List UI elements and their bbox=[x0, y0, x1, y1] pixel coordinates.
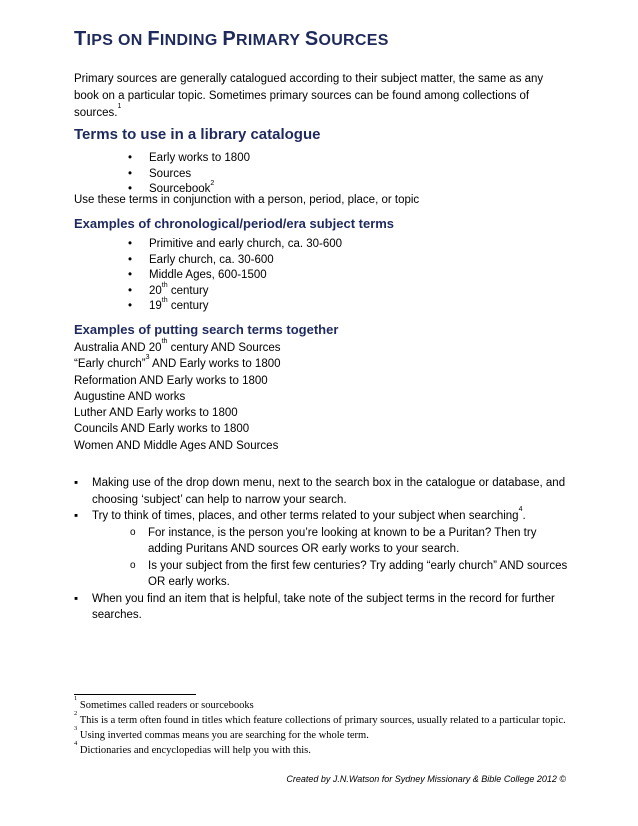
list-item: Women AND Middle Ages AND Sources bbox=[74, 439, 279, 452]
title-word-4: SOURCES bbox=[304, 28, 389, 50]
list-item: • Primitive and early church, ca. 30-600 bbox=[128, 237, 342, 253]
bullet-icon: • bbox=[128, 300, 133, 312]
list-item: Luther AND Early works to 1800 bbox=[74, 407, 238, 420]
bullet-icon: • bbox=[128, 253, 133, 266]
tip-item: ▪ When you find an item that is helpful, take note of the subject terms in the record for further searches. bbox=[74, 592, 555, 621]
list-item: • Middle Ages, 600-1500 bbox=[128, 268, 342, 284]
list-item: • Early church, ca. 30-600 bbox=[128, 253, 342, 269]
list-item: • Sourcebook$^2$ bbox=[128, 182, 250, 198]
list-item: Augustine AND works bbox=[74, 390, 186, 403]
tips-list bbox=[74, 475, 574, 624]
footnote: $^3$ Using inverted commas means you are searching for the whole term. bbox=[74, 725, 369, 741]
title-word-2: FINDING bbox=[147, 28, 223, 50]
square-bullet-icon: ▪ bbox=[74, 510, 79, 522]
footnote-ref-1: 1 bbox=[117, 103, 122, 110]
title-word-3: PRIMARY bbox=[222, 28, 305, 50]
bullet-icon: • bbox=[128, 167, 133, 180]
footnote: $^4$ Dictionaries and encyclopedias will help you with this. bbox=[74, 740, 311, 756]
tip-item: ▪ Making use of the drop down menu, next to the search box in the catalogue or database, and choosing ‘subject’ can help to narrow your search. bbox=[74, 477, 566, 506]
footnotes bbox=[74, 695, 566, 758]
list-item: • 20th century bbox=[128, 284, 342, 300]
bullet-icon: • bbox=[128, 269, 133, 281]
terms-list bbox=[128, 151, 250, 198]
list-item: “Early church”$^3$ AND Early works to 1800 bbox=[74, 354, 281, 371]
heading-terms: Terms to use in a library catalogue bbox=[74, 126, 321, 143]
circle-bullet-icon: o bbox=[130, 526, 136, 538]
square-bullet-icon: ▪ bbox=[74, 592, 79, 605]
bullet-icon: • bbox=[128, 238, 133, 250]
tip-subitems bbox=[92, 525, 574, 591]
footnote: $^1$ Sometimes called readers or sourcebooks bbox=[74, 695, 254, 711]
title-word-1: TIPS ON bbox=[74, 28, 148, 50]
heading-examples: Examples of putting search terms together bbox=[74, 322, 339, 337]
bullet-icon: • bbox=[128, 284, 133, 297]
bullet-icon: • bbox=[128, 183, 133, 195]
list-item: Reformation AND Early works to 1800 bbox=[74, 374, 268, 387]
list-item: Councils AND Early works to 1800 bbox=[74, 423, 250, 436]
heading-chrono: Examples of chronological/period/era subject terms bbox=[74, 216, 395, 231]
chrono-list bbox=[128, 237, 342, 315]
circle-bullet-icon: o bbox=[130, 559, 136, 571]
square-bullet-icon: ▪ bbox=[74, 477, 79, 489]
list-item: • Sources bbox=[128, 167, 250, 183]
footnote: $^2$ This is a term often found in titles which feature collections of primary sources, usually related to a particular topic. bbox=[74, 710, 566, 726]
bullet-icon: • bbox=[128, 152, 133, 164]
terms-note: Use these terms in conjunction with a person, period, place, or topic bbox=[74, 194, 420, 206]
credit-line: Created by J.N.Watson for Sydney Missionary & Bible College 2012 © bbox=[286, 774, 566, 784]
examples-list bbox=[74, 340, 281, 454]
intro-paragraph: Primary sources are generally catalogued according to their subject matter, the same as any book on a particular topic. Sometimes primary sources can be found among collections of sources.$^1$ bbox=[74, 73, 544, 119]
list-item: Australia AND 20th century AND Sources bbox=[74, 338, 281, 354]
tip-subitem: o Is your subject from the first few centuries? Try adding “early church” AND sources OR early works. bbox=[130, 559, 568, 588]
list-item: • Early works to 1800 bbox=[128, 151, 250, 167]
footnote-divider bbox=[74, 694, 196, 695]
tip-item: ▪ Try to think of times, places, and other terms related to your subject when searching$^4$. o For instance, is the person you’re looking at known to be a Puritan? Then try adding Puritans AND sources OR early works to your search. o Is your subject from the first few centuries? Try adding “early church” AND sources OR early works. bbox=[74, 508, 574, 591]
document-title bbox=[74, 28, 389, 51]
tip-subitem: o For instance, is the person you’re looking at known to be a Puritan? Then try adding Puritans AND sources OR early works to your search. bbox=[130, 526, 537, 555]
list-item: • 19th century bbox=[128, 299, 342, 315]
